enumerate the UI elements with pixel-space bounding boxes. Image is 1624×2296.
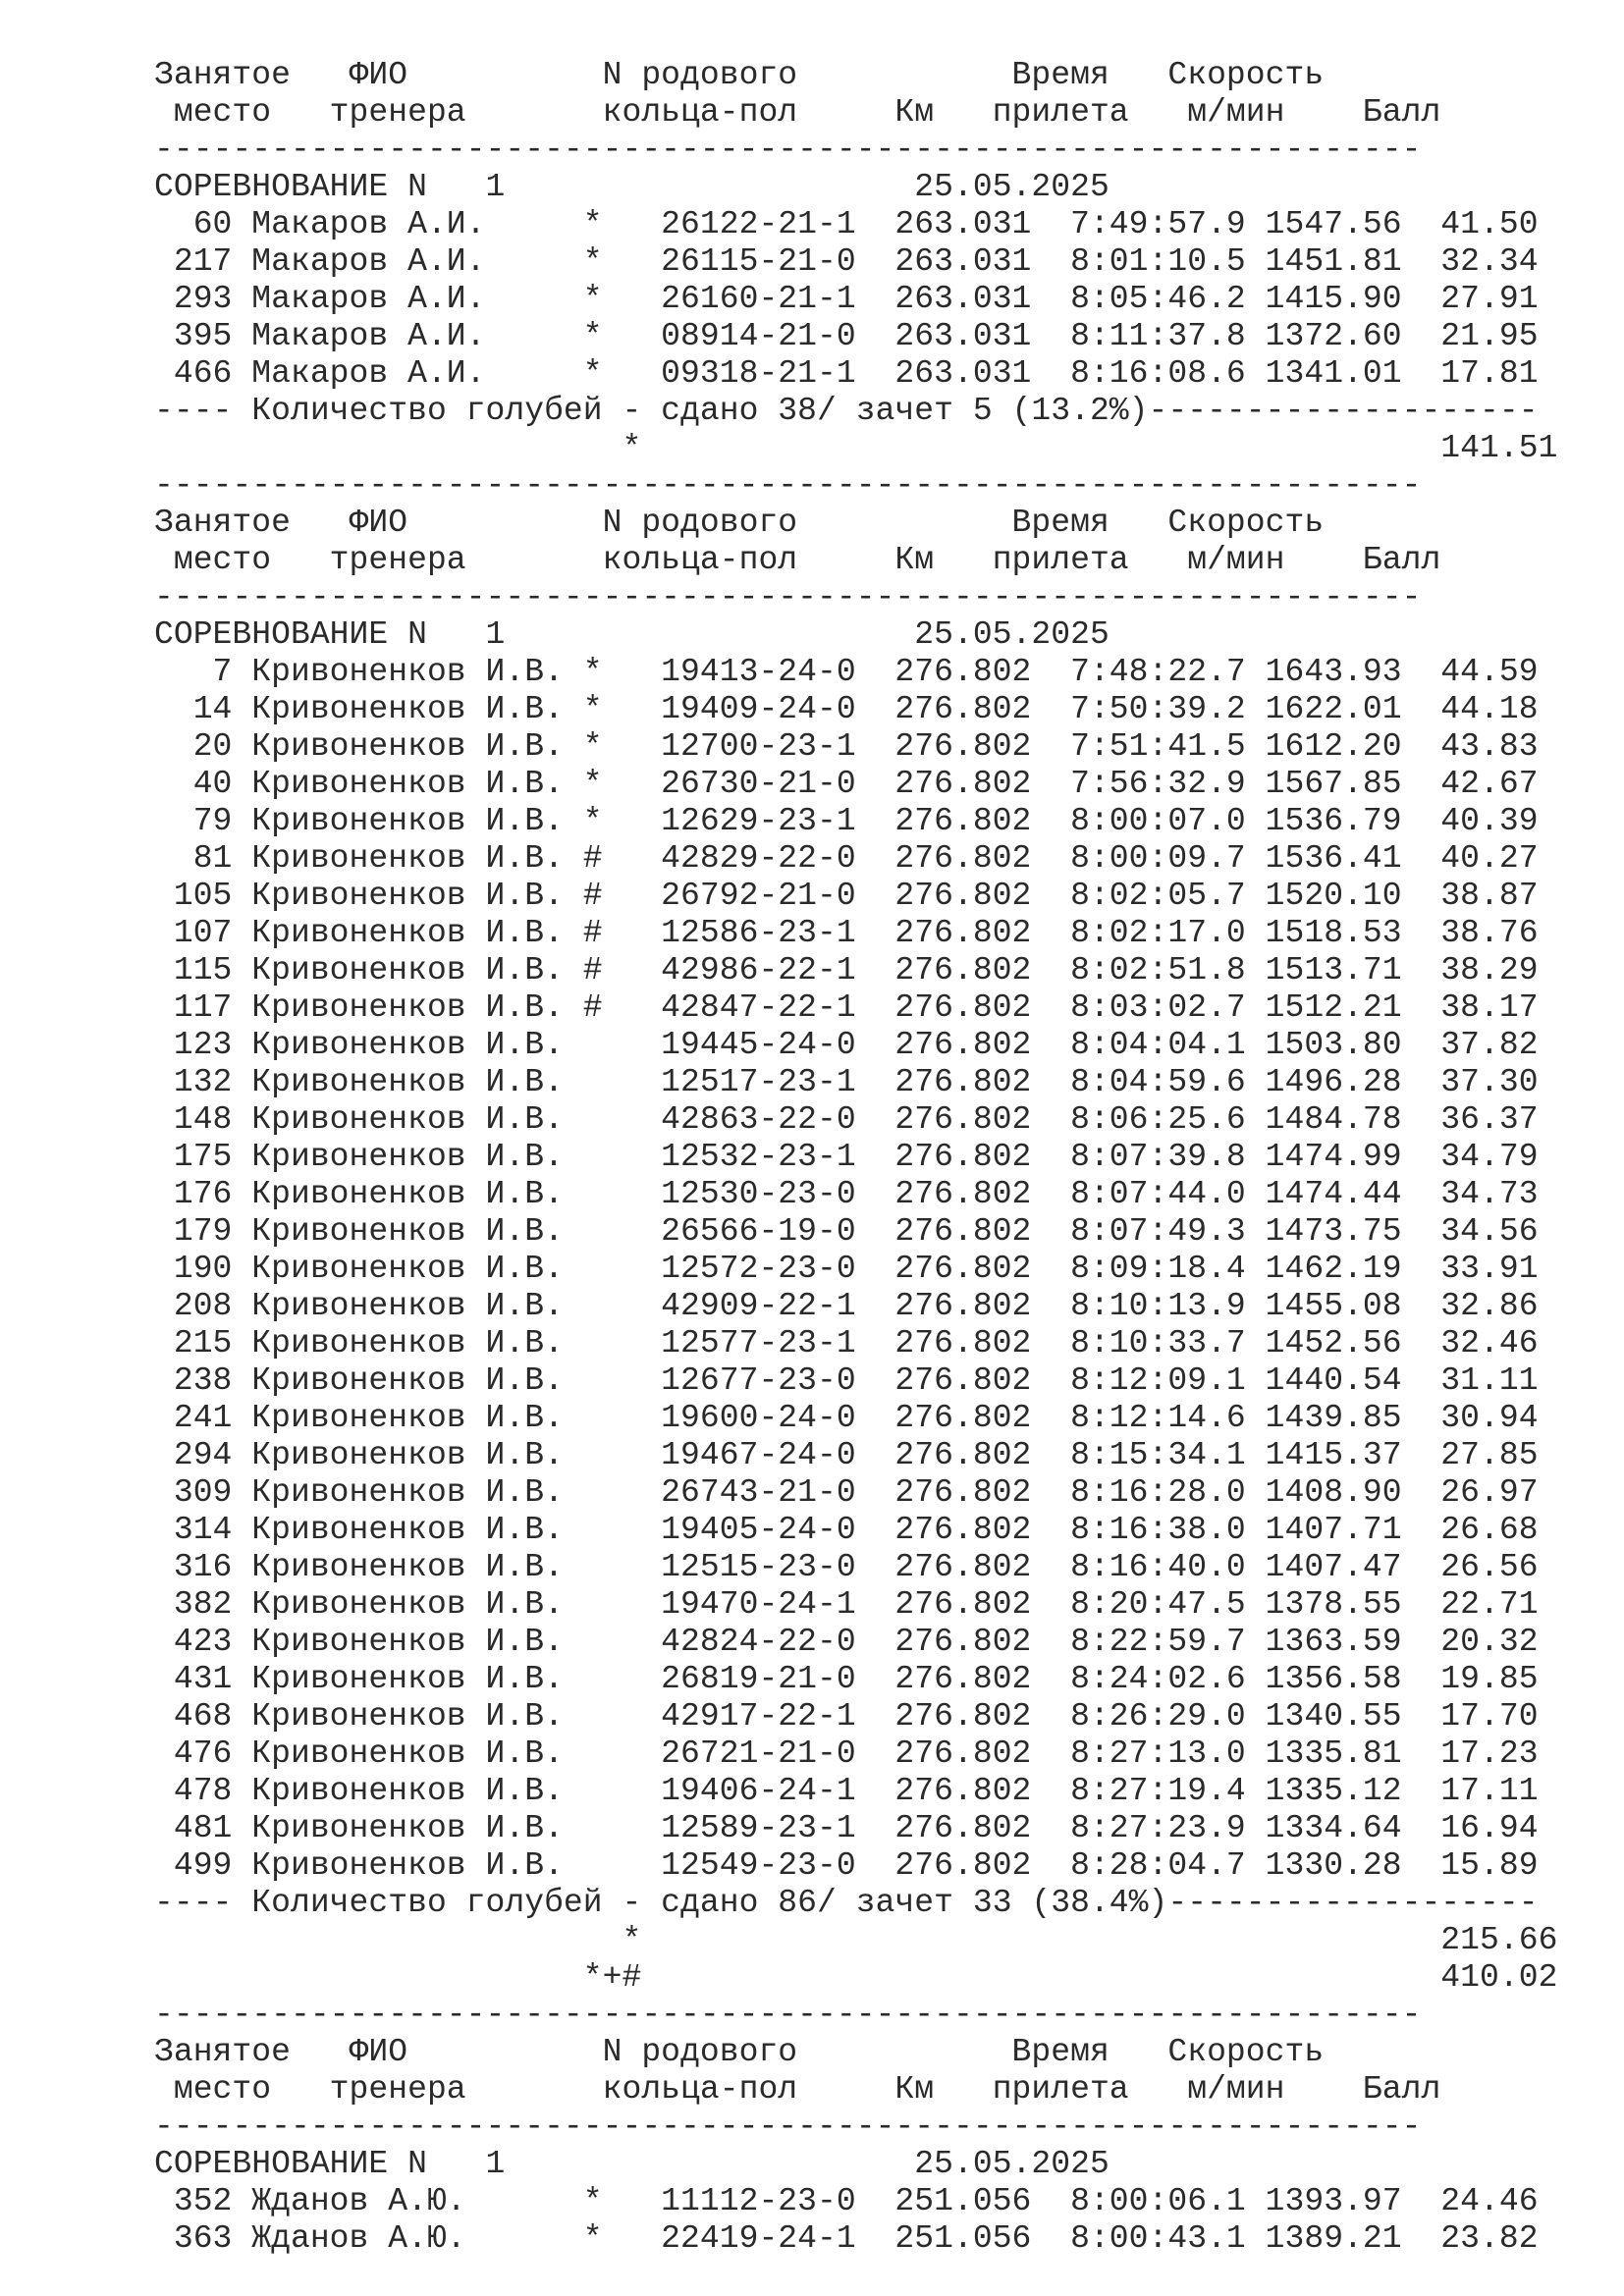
report-line: Занятое ФИО N родового Время Скорость bbox=[154, 505, 1325, 541]
report-line: 466 Макаров А.И. * 09318-21-1 263.031 8:16:08.6 1341.01 17.81 bbox=[154, 355, 1539, 392]
report-line: 179 Кривоненков И.В. 26566-19-0 276.802 8:07:49.3 1473.75 34.56 bbox=[154, 1213, 1539, 1250]
report-line: 117 Кривоненков И.В. # 42847-22-1 276.802 8:03:02.7 1512.21 38.17 bbox=[154, 989, 1539, 1026]
report-line: * 215.66 bbox=[154, 1922, 1558, 1958]
report-line: ----------------------------------------------------------------- bbox=[154, 467, 1422, 504]
report-line: 40 Кривоненков И.В. * 26730-21-0 276.802 7:56:32.9 1567.85 42.67 bbox=[154, 766, 1539, 802]
report-line: 20 Кривоненков И.В. * 12700-23-1 276.802 7:51:41.5 1612.20 43.83 bbox=[154, 728, 1539, 765]
report-line: 352 Жданов А.Ю. * 11112-23-0 251.056 8:00:06.1 1393.97 24.46 bbox=[154, 2183, 1539, 2219]
report-line: ---- Количество голубей - сдано 38/ зачет 5 (13.2%)-------------------- bbox=[154, 393, 1539, 429]
report-line: 468 Кривоненков И.В. 42917-22-1 276.802 8:26:29.0 1340.55 17.70 bbox=[154, 1698, 1539, 1735]
report-line: 81 Кривоненков И.В. # 42829-22-0 276.802 8:00:09.7 1536.41 40.27 bbox=[154, 840, 1539, 877]
report-line: 316 Кривоненков И.В. 12515-23-0 276.802 8:16:40.0 1407.47 26.56 bbox=[154, 1549, 1539, 1585]
report-line: 175 Кривоненков И.В. 12532-23-1 276.802 8:07:39.8 1474.99 34.79 bbox=[154, 1139, 1539, 1175]
report-line: 215 Кривоненков И.В. 12577-23-1 276.802 8:10:33.7 1452.56 32.46 bbox=[154, 1325, 1539, 1362]
report-line: 107 Кривоненков И.В. # 12586-23-1 276.802 8:02:17.0 1518.53 38.76 bbox=[154, 915, 1539, 951]
report-line: 314 Кривоненков И.В. 19405-24-0 276.802 8:16:38.0 1407.71 26.68 bbox=[154, 1512, 1539, 1548]
report-line: 115 Кривоненков И.В. # 42986-22-1 276.802 8:02:51.8 1513.71 38.29 bbox=[154, 952, 1539, 988]
report-line: 241 Кривоненков И.В. 19600-24-0 276.802 8:12:14.6 1439.85 30.94 bbox=[154, 1400, 1539, 1436]
report-line: 123 Кривоненков И.В. 19445-24-0 276.802 8:04:04.1 1503.80 37.82 bbox=[154, 1027, 1539, 1063]
report-line: 105 Кривоненков И.В. # 26792-21-0 276.802 8:02:05.7 1520.10 38.87 bbox=[154, 878, 1539, 914]
report-line: СОРЕВНОВАНИЕ N 1 25.05.2025 bbox=[154, 2146, 1110, 2182]
report-line: 7 Кривоненков И.В. * 19413-24-0 276.802 7:48:22.7 1643.93 44.59 bbox=[154, 654, 1539, 690]
report-line: 293 Макаров А.И. * 26160-21-1 263.031 8:05:46.2 1415.90 27.91 bbox=[154, 281, 1539, 317]
report-line: ----------------------------------------------------------------- bbox=[154, 1997, 1422, 2033]
results-report bbox=[154, 57, 1557, 2258]
report-line: 309 Кривоненков И.В. 26743-21-0 276.802 8:16:28.0 1408.90 26.97 bbox=[154, 1474, 1539, 1511]
report-line: 499 Кривоненков И.В. 12549-23-0 276.802 8:28:04.7 1330.28 15.89 bbox=[154, 1847, 1539, 1884]
report-line: 190 Кривоненков И.В. 12572-23-0 276.802 8:09:18.4 1462.19 33.91 bbox=[154, 1251, 1539, 1287]
report-line: 382 Кривоненков И.В. 19470-24-1 276.802 8:20:47.5 1378.55 22.71 bbox=[154, 1586, 1539, 1623]
report-line: 363 Жданов А.Ю. * 22419-24-1 251.056 8:00:43.1 1389.21 23.82 bbox=[154, 2220, 1539, 2257]
report-line: 476 Кривоненков И.В. 26721-21-0 276.802 8:27:13.0 1335.81 17.23 bbox=[154, 1735, 1539, 1772]
report-line: Занятое ФИО N родового Время Скорость bbox=[154, 57, 1325, 93]
report-line: 395 Макаров А.И. * 08914-21-0 263.031 8:11:37.8 1372.60 21.95 bbox=[154, 318, 1539, 354]
report-line: ---- Количество голубей - сдано 86/ зачет 33 (38.4%)------------------- bbox=[154, 1885, 1539, 1921]
report-line: ----------------------------------------------------------------- bbox=[154, 132, 1422, 168]
report-line: 481 Кривоненков И.В. 12589-23-1 276.802 8:27:23.9 1334.64 16.94 bbox=[154, 1810, 1539, 1846]
report-line: место тренера кольца-пол Км прилета м/мин Балл bbox=[154, 542, 1441, 578]
report-line: 60 Макаров А.И. * 26122-21-1 263.031 7:49:57.9 1547.56 41.50 bbox=[154, 206, 1539, 242]
report-line: СОРЕВНОВАНИЕ N 1 25.05.2025 bbox=[154, 616, 1110, 653]
report-line: 79 Кривоненков И.В. * 12629-23-1 276.802 8:00:07.0 1536.79 40.39 bbox=[154, 803, 1539, 839]
report-line: 478 Кривоненков И.В. 19406-24-1 276.802 8:27:19.4 1335.12 17.11 bbox=[154, 1773, 1539, 1809]
report-line: 431 Кривоненков И.В. 26819-21-0 276.802 8:24:02.6 1356.58 19.85 bbox=[154, 1661, 1539, 1697]
report-line: место тренера кольца-пол Км прилета м/мин Балл bbox=[154, 2071, 1441, 2108]
report-line: 132 Кривоненков И.В. 12517-23-1 276.802 8:04:59.6 1496.28 37.30 bbox=[154, 1064, 1539, 1100]
report-line: * 141.51 bbox=[154, 430, 1558, 466]
report-line: ----------------------------------------------------------------- bbox=[154, 2109, 1422, 2145]
report-line: 423 Кривоненков И.В. 42824-22-0 276.802 8:22:59.7 1363.59 20.32 bbox=[154, 1624, 1539, 1660]
report-line: *+# 410.02 bbox=[154, 1959, 1558, 1996]
report-line: ----------------------------------------------------------------- bbox=[154, 579, 1422, 615]
report-line: 294 Кривоненков И.В. 19467-24-0 276.802 8:15:34.1 1415.37 27.85 bbox=[154, 1437, 1539, 1473]
report-line: 176 Кривоненков И.В. 12530-23-0 276.802 8:07:44.0 1474.44 34.73 bbox=[154, 1176, 1539, 1212]
report-line: 208 Кривоненков И.В. 42909-22-1 276.802 8:10:13.9 1455.08 32.86 bbox=[154, 1288, 1539, 1324]
report-line: Занятое ФИО N родового Время Скорость bbox=[154, 2034, 1325, 2070]
report-line: 14 Кривоненков И.В. * 19409-24-0 276.802 7:50:39.2 1622.01 44.18 bbox=[154, 691, 1539, 727]
report-line: СОРЕВНОВАНИЕ N 1 25.05.2025 bbox=[154, 169, 1110, 205]
report-line: 238 Кривоненков И.В. 12677-23-0 276.802 8:12:09.1 1440.54 31.11 bbox=[154, 1362, 1539, 1399]
report-line: 217 Макаров А.И. * 26115-21-0 263.031 8:01:10.5 1451.81 32.34 bbox=[154, 243, 1539, 280]
report-line: место тренера кольца-пол Км прилета м/мин Балл bbox=[154, 94, 1441, 131]
report-line: 148 Кривоненков И.В. 42863-22-0 276.802 8:06:25.6 1484.78 36.37 bbox=[154, 1101, 1539, 1138]
